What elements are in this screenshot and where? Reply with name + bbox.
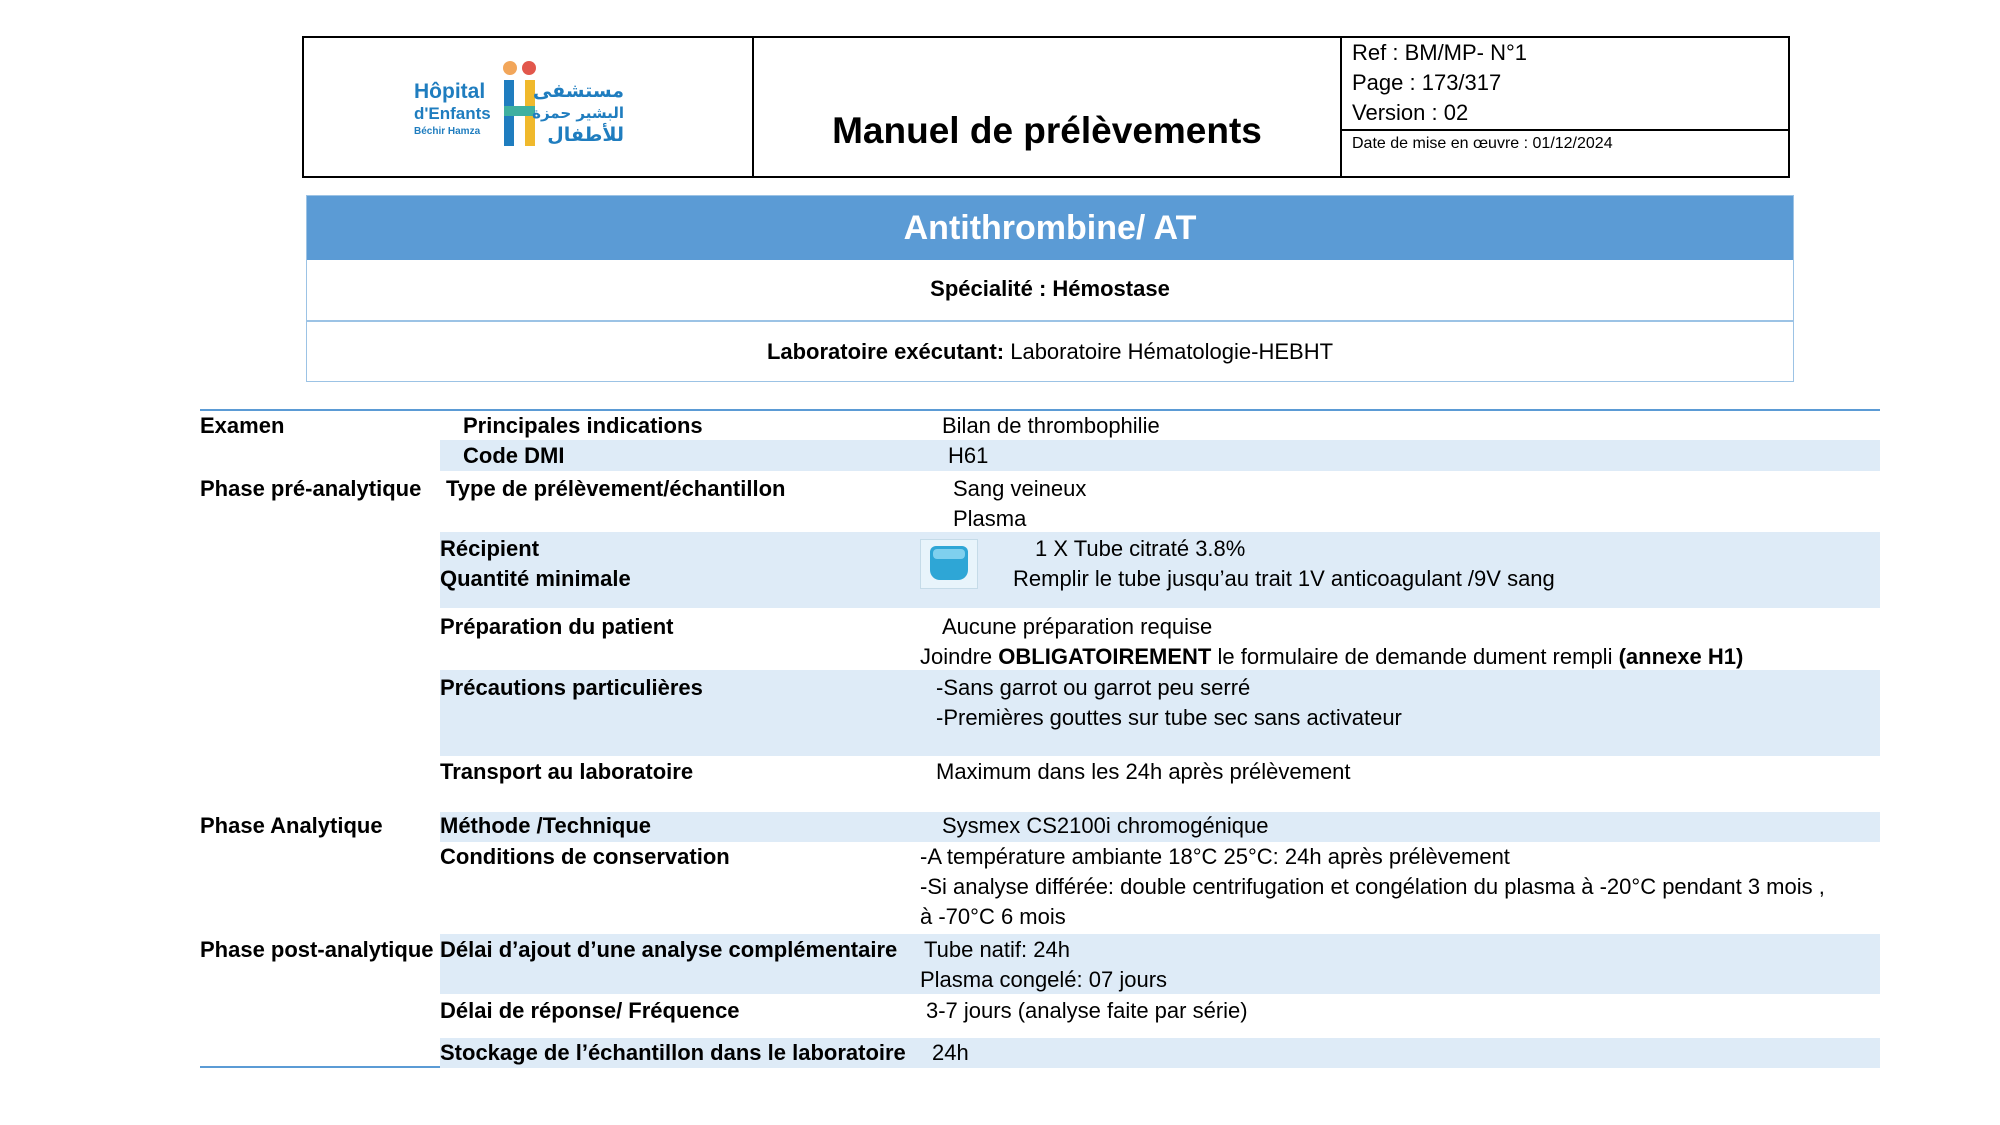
document-date: Date de mise en œuvre : 01/12/2024 [1352,135,1613,152]
analysis-title: Antithrombine/ AT [307,196,1793,260]
row-value: 1 X Tube citraté 3.8% [1035,536,1246,561]
row-label: Conditions de conservation [440,844,730,869]
header-divider [1342,129,1788,131]
row-value: 24h [932,1040,969,1065]
row-value: 3-7 jours (analyse faite par série) [926,998,1248,1023]
row-label: Délai d’ajout d’une analyse complémentaire [440,937,898,962]
row-value: Plasma [953,506,1027,531]
logo-name-ar: مستشفى [532,80,624,102]
row-label: Code DMI [463,443,565,468]
row-value: -Si analyse différée: double centrifugation et congélation du plasma à -20°C pendant 3 mois , [920,874,1825,899]
value-emphasis: OBLIGATOIREMENT [998,644,1212,669]
phase-examen: Examen [200,413,285,438]
row-label: Quantité minimale [440,566,631,591]
phase-post-analytique: Phase post-analytique [200,937,434,962]
value-text: Joindre [920,644,999,669]
row-label: Type de prélèvement/échantillon [446,476,786,501]
logo-name-fr: d'Enfants [414,104,491,123]
logo-name-ar: البشير حمزة [532,104,624,122]
row-value: Plasma congelé: 07 jours [920,967,1168,992]
laboratoire-label: Laboratoire exécutant: [766,339,1005,364]
row-value [920,642,1743,672]
document-ref: Ref : BM/MP- N°1 [1352,40,1528,65]
row-label: Principales indications [463,413,703,438]
row-value: H61 [948,443,989,468]
row-value: Remplir le tube jusqu’au trait 1V anticoagulant /9V sang [1013,566,1555,591]
logo-name-ar: للأطفال [547,124,624,146]
blue-citrate-tube-icon [920,539,978,589]
row-band [440,440,1880,471]
logo-name-fr: Béchir Hamza [414,126,481,137]
document-page: Page : 173/317 [1352,70,1502,95]
row-label: Délai de réponse/ Fréquence [440,998,740,1023]
row-label: Récipient [440,536,540,561]
row-value: Maximum dans les 24h après prélèvement [936,759,1351,784]
document-header [302,36,1790,178]
value-emphasis: (annexe H1) [1618,644,1744,669]
row-label: Méthode /Technique [440,813,652,838]
phase-pre-analytique: Phase pré-analytique [200,476,422,501]
row-value: Tube natif: 24h [924,937,1070,962]
header-divider [752,38,754,176]
row-value: Bilan de thrombophilie [942,413,1160,438]
specialite: Spécialité : Hémostase [930,276,1170,301]
document-title: Manuel de prélèvements [832,110,1262,151]
analysis-banner [306,195,1794,382]
logo-name-fr: Hôpital [414,80,486,103]
banner-divider [307,320,1793,322]
document-version: Version : 02 [1352,100,1469,125]
hospital-logo [414,58,624,168]
row-value: Aucune préparation requise [942,614,1213,639]
row-value: -Sans garrot ou garrot peu serré [936,675,1251,700]
laboratoire-value: Laboratoire Hématologie-HEBHT [1004,339,1334,364]
row-label: Préparation du patient [440,614,674,639]
row-label: Stockage de l’échantillon dans le laboratoire [440,1040,906,1065]
value-text: le formulaire de demande dument rempli [1211,644,1619,669]
row-value: -A température ambiante 18°C 25°C: 24h après prélèvement [920,844,1510,869]
row-label: Précautions particulières [440,675,703,700]
row-value: Sysmex CS2100i chromogénique [942,813,1269,838]
header-divider [1340,38,1342,176]
laboratoire-executant [307,339,1793,365]
row-value: Sang veineux [953,476,1087,501]
row-value: à -70°C 6 mois [920,904,1066,929]
phase-analytique: Phase Analytique [200,813,383,838]
row-value: -Premières gouttes sur tube sec sans activateur [936,705,1402,730]
row-label: Transport au laboratoire [440,759,694,784]
